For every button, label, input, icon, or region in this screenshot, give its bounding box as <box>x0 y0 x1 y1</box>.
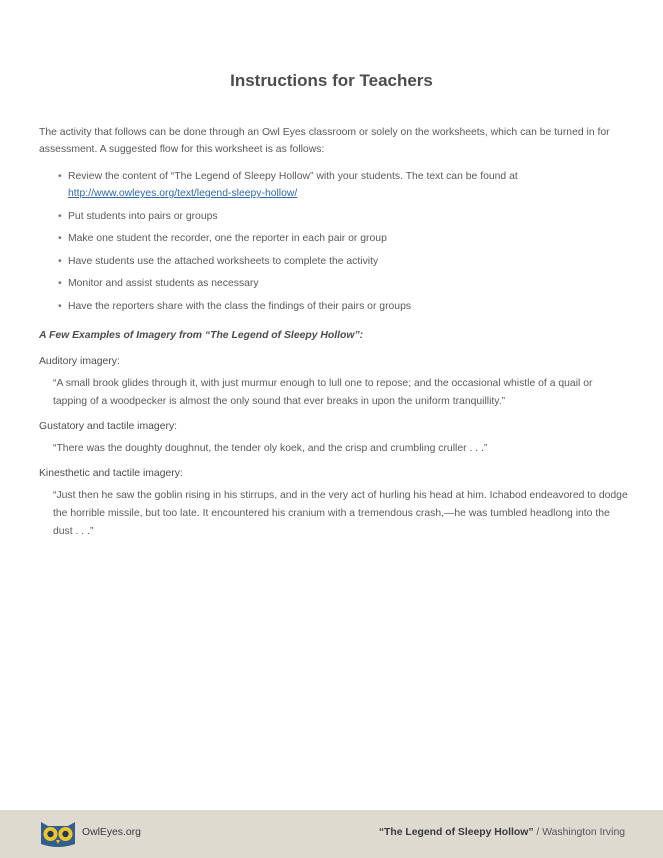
suggested-flow-list <box>39 168 629 320</box>
citation-separator: / <box>533 827 543 838</box>
gustatory-imagery-label: Gustatory and tactile imagery: <box>39 421 178 432</box>
intro-paragraph: The activity that follows can be done through an Owl Eyes classroom or solely on the worksheets, which can be turned in for assessment. A suggested flow for this worksheet is as follows: <box>39 127 610 155</box>
kinesthetic-imagery-quote: “Just then he saw the goblin rising in his stirrups, and in the very act of hurling his head at him. Ichabod endeavored to dodge the horrible missile, but too late. It encountered his cranium with a tremendous crash,—he was tumbled headlong into the dust . . .” <box>53 490 628 537</box>
list-item: • Have the reporters share with the class the findings of their pairs or groups <box>39 298 629 315</box>
list-item: • Monitor and assist students as necessary <box>39 275 629 292</box>
owl-logo-icon <box>39 819 77 849</box>
brand-name: OwlEyes.org <box>82 827 141 838</box>
examples-heading: A Few Examples of Imagery from “The Legend of Sleepy Hollow”: <box>39 330 364 341</box>
owleyes-text-link[interactable]: http://www.owleyes.org/text/legend-sleepy-hollow/ <box>68 188 298 199</box>
step-text: Review the content of “The Legend of Sleepy Hollow” with your students. The text can be found at <box>68 171 518 182</box>
gustatory-imagery-quote: “There was the doughty doughnut, the tender oly koek, and the crisp and crumbling cruller . . .” <box>53 443 488 454</box>
kinesthetic-imagery-label: Kinesthetic and tactile imagery: <box>39 468 183 479</box>
author-name: Washington Irving <box>542 827 625 838</box>
page-title: Instructions for Teachers <box>230 71 433 90</box>
list-item: • Make one student the recorder, one the reporter in each pair or group <box>39 230 629 247</box>
footer-citation <box>379 827 625 838</box>
auditory-imagery-label: Auditory imagery: <box>39 356 120 367</box>
auditory-imagery-quote: “A small brook glides through it, with just murmur enough to lull one to repose; and the occasional whistle of a quail or tapping of a woodpecker is almost the only sound that ever breaks in upon the uniform tranquillity.” <box>53 378 593 407</box>
page-footer <box>0 810 663 858</box>
list-item <box>39 168 629 202</box>
list-item: • Put students into pairs or groups <box>39 208 629 225</box>
book-title: “The Legend of Sleepy Hollow” <box>378 827 534 838</box>
list-item: • Have students use the attached worksheets to complete the activity <box>39 253 629 270</box>
